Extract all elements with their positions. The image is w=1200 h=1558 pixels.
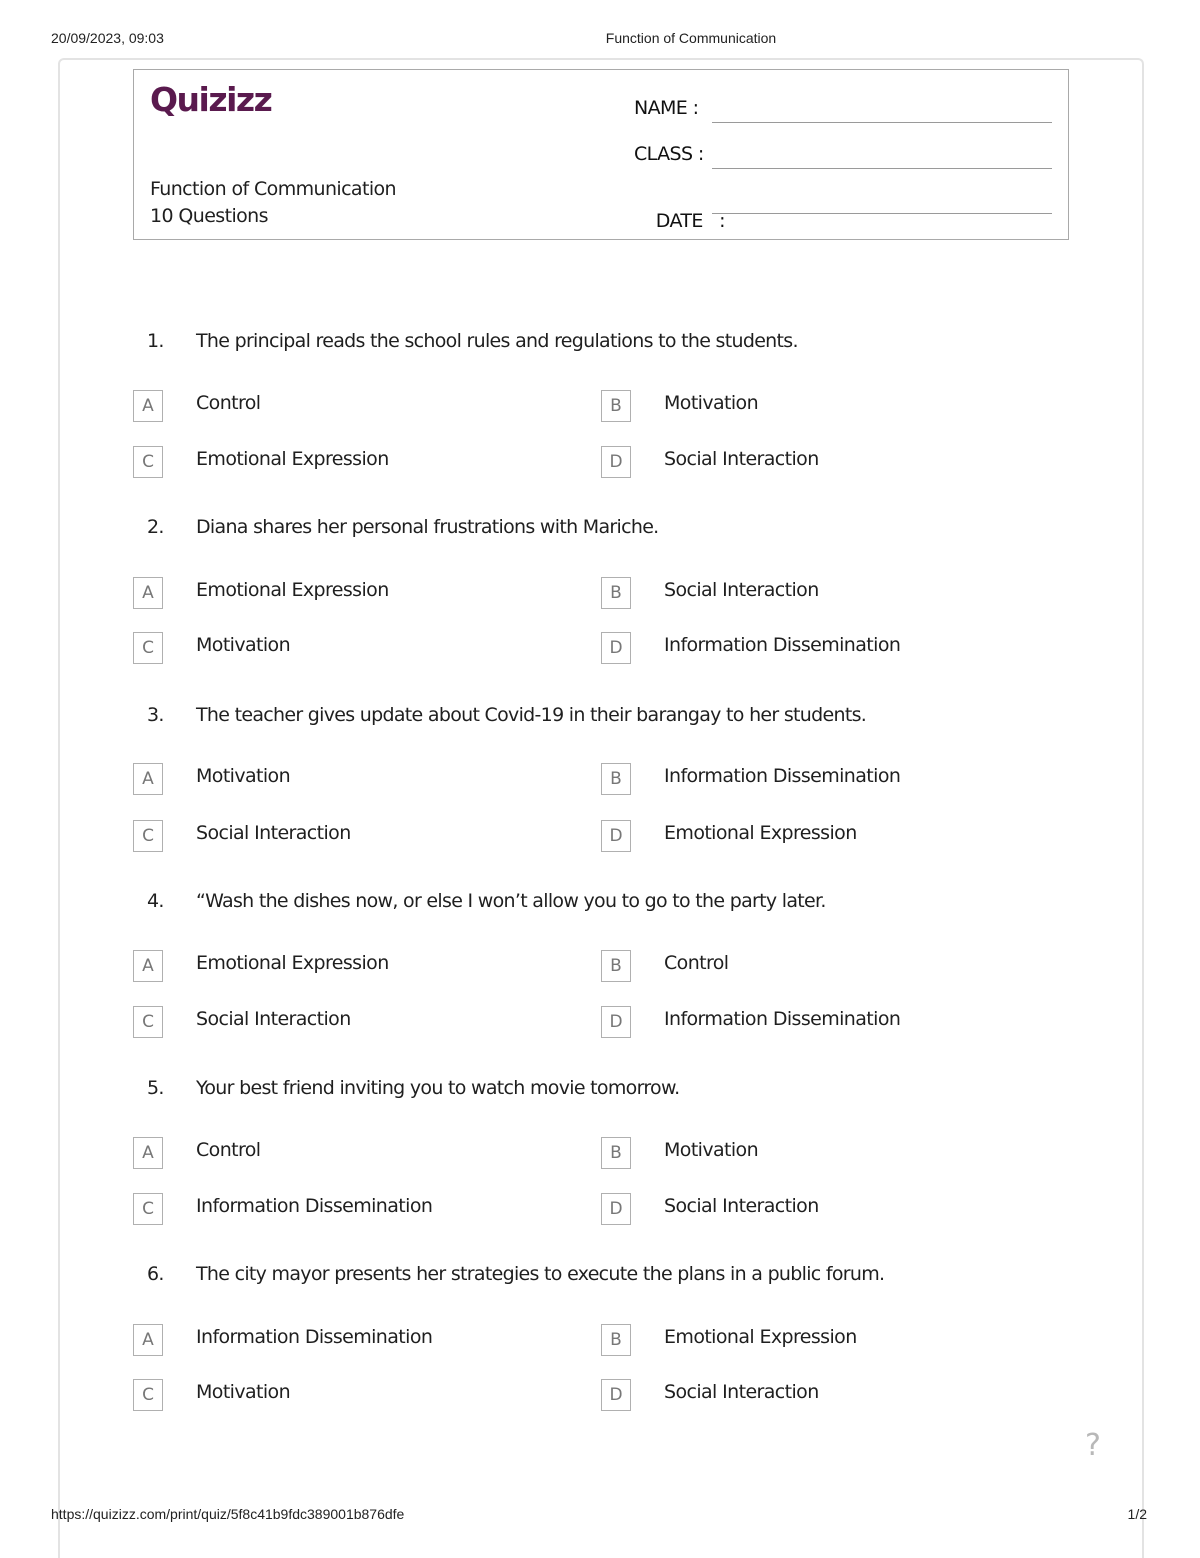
date-field bbox=[634, 188, 725, 254]
option-letter: C bbox=[133, 632, 163, 664]
date-line bbox=[712, 213, 1052, 214]
question-number: 1. bbox=[147, 330, 164, 352]
option-letter: A bbox=[133, 577, 163, 609]
option-text: Emotional Expression bbox=[196, 448, 389, 470]
option-letter: B bbox=[601, 763, 631, 795]
option-text: Motivation bbox=[196, 634, 291, 656]
question-3 bbox=[147, 704, 866, 726]
name-line bbox=[712, 122, 1052, 123]
page-number: 1/2 bbox=[1127, 1506, 1147, 1522]
question-text: The teacher gives update about Covid-19 in their barangay to her students. bbox=[196, 704, 867, 726]
option-letter: A bbox=[133, 950, 163, 982]
question-text: The city mayor presents her strategies to execute the plans in a public forum. bbox=[196, 1263, 885, 1285]
option-letter: A bbox=[133, 763, 163, 795]
class-field bbox=[634, 143, 704, 165]
question-number: 6. bbox=[147, 1263, 164, 1285]
option-letter: B bbox=[601, 390, 631, 422]
option-text: Emotional Expression bbox=[664, 1326, 857, 1348]
quiz-title: Function of Communication bbox=[150, 178, 396, 200]
question-count: 10 Questions bbox=[150, 205, 268, 227]
option-text: Social Interaction bbox=[664, 1381, 819, 1403]
quizizz-logo: Quizizz bbox=[150, 80, 272, 119]
option-text: Information Dissemination bbox=[664, 765, 901, 787]
question-6 bbox=[147, 1263, 884, 1285]
option-text: Social Interaction bbox=[664, 1195, 819, 1217]
option-letter: B bbox=[601, 950, 631, 982]
option-text: Motivation bbox=[664, 1139, 759, 1161]
worksheet-header bbox=[133, 69, 1069, 240]
question-text: “Wash the dishes now, or else I won’t allow you to go to the party later. bbox=[196, 890, 826, 912]
question-2 bbox=[147, 516, 659, 538]
option-letter: D bbox=[601, 1006, 631, 1038]
question-text: Your best friend inviting you to watch movie tomorrow. bbox=[196, 1077, 680, 1099]
option-text: Motivation bbox=[664, 392, 759, 414]
question-text: The principal reads the school rules and regulations to the students. bbox=[196, 330, 798, 352]
option-letter: C bbox=[133, 820, 163, 852]
option-letter: A bbox=[133, 390, 163, 422]
print-title: Function of Communication bbox=[605, 30, 777, 46]
option-text: Social Interaction bbox=[664, 579, 819, 601]
option-letter: B bbox=[601, 1324, 631, 1356]
option-text: Information Dissemination bbox=[664, 1008, 901, 1030]
class-line bbox=[712, 168, 1052, 169]
question-text: Diana shares her personal frustrations with Mariche. bbox=[196, 516, 659, 538]
question-4 bbox=[147, 890, 826, 912]
class-label: CLASS : bbox=[634, 143, 704, 165]
option-text: Information Dissemination bbox=[664, 634, 901, 656]
option-text: Emotional Expression bbox=[664, 822, 857, 844]
question-number: 4. bbox=[147, 890, 164, 912]
option-text: Control bbox=[664, 952, 729, 974]
print-datetime: 20/09/2023, 09:03 bbox=[51, 30, 164, 46]
option-text: Motivation bbox=[196, 765, 291, 787]
question-number: 3. bbox=[147, 704, 164, 726]
name-field bbox=[634, 97, 698, 119]
option-text: Emotional Expression bbox=[196, 952, 389, 974]
question-mark-icon[interactable]: ? bbox=[1085, 1428, 1101, 1463]
option-letter: D bbox=[601, 820, 631, 852]
option-letter: A bbox=[133, 1137, 163, 1169]
option-letter: D bbox=[601, 632, 631, 664]
option-letter: A bbox=[133, 1324, 163, 1356]
option-text: Social Interaction bbox=[196, 1008, 351, 1030]
print-url: https://quizizz.com/print/quiz/5f8c41b9fdc389001b876dfe bbox=[51, 1506, 405, 1522]
name-label: NAME : bbox=[634, 97, 699, 119]
option-text: Motivation bbox=[196, 1381, 291, 1403]
option-letter: C bbox=[133, 1193, 163, 1225]
question-number: 2. bbox=[147, 516, 164, 538]
quiz-info bbox=[150, 176, 396, 230]
option-text: Information Dissemination bbox=[196, 1326, 433, 1348]
option-letter: D bbox=[601, 1193, 631, 1225]
option-text: Social Interaction bbox=[196, 822, 351, 844]
option-letter: C bbox=[133, 1379, 163, 1411]
option-letter: D bbox=[601, 446, 631, 478]
option-letter: D bbox=[601, 1379, 631, 1411]
option-letter: C bbox=[133, 1006, 163, 1038]
date-label: DATE : bbox=[655, 210, 725, 232]
option-text: Control bbox=[196, 392, 261, 414]
question-5 bbox=[147, 1077, 679, 1099]
option-text: Control bbox=[196, 1139, 261, 1161]
option-letter: B bbox=[601, 1137, 631, 1169]
option-letter: C bbox=[133, 446, 163, 478]
option-text: Social Interaction bbox=[664, 448, 819, 470]
question-1 bbox=[147, 330, 798, 352]
option-letter: B bbox=[601, 577, 631, 609]
option-text: Emotional Expression bbox=[196, 579, 389, 601]
option-text: Information Dissemination bbox=[196, 1195, 433, 1217]
question-number: 5. bbox=[147, 1077, 164, 1099]
